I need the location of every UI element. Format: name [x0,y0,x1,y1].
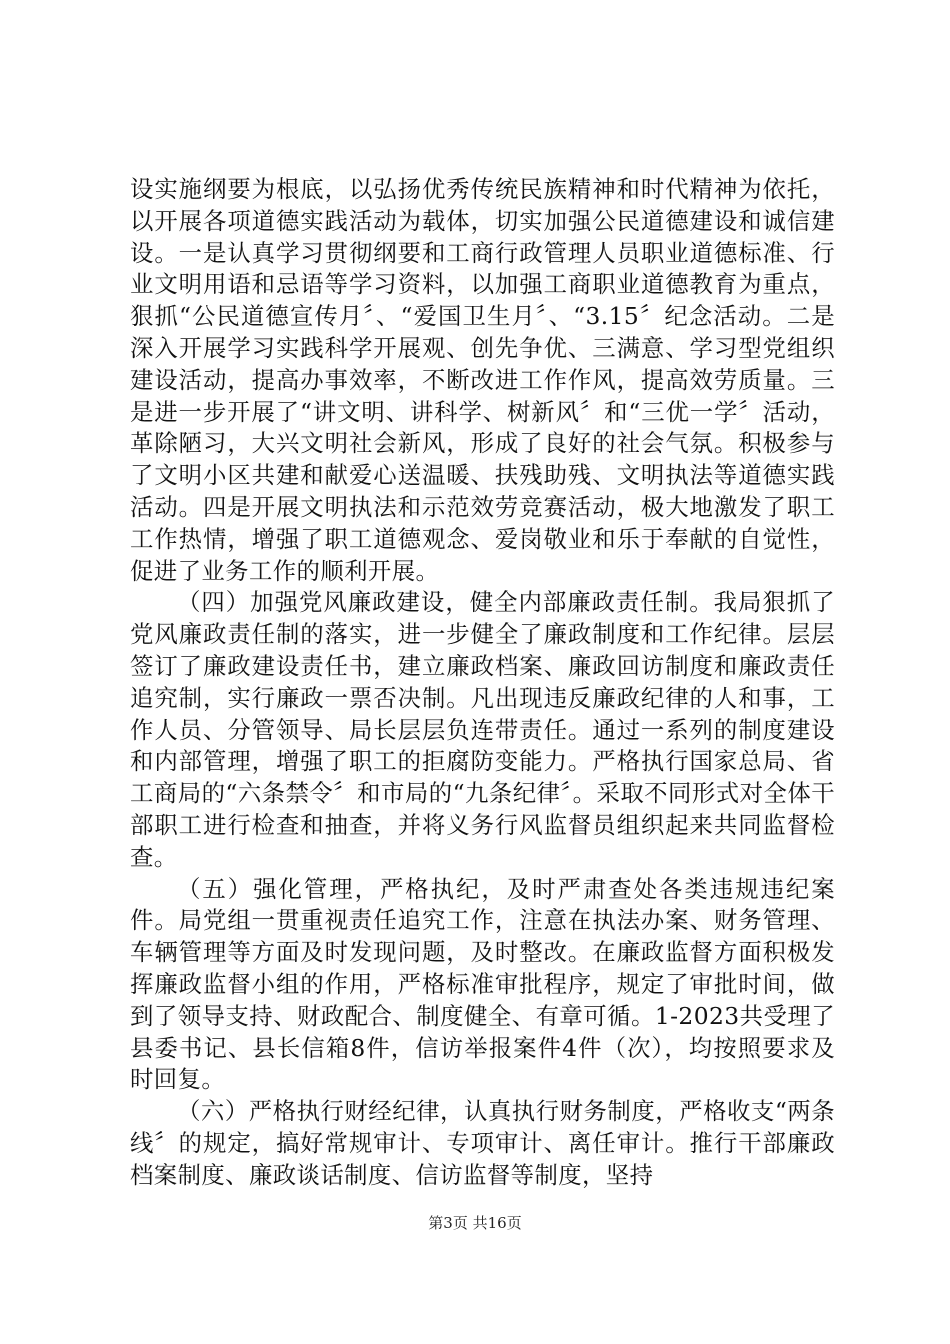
paragraph-section-6: （六）严格执行财经纪律，认真执行财务制度，严格收支“两条线〞的规定，搞好常规审计、专项审计、离任审计。推行干部廉政档案制度、廉政谈话制度、信访监督等制度，坚持 [130,1097,835,1189]
page-number-footer: 第3页 共16页 [428,1214,522,1232]
paragraph-continued: 设实施纲要为根底，以弘扬优秀传统民族精神和时代精神为依托，以开展各项道德实践活动为载体，切实加强公民道德建设和诚信建设。一是认真学习贯彻纲要和工商行政管理人员职业道德标准、行业文明用语和忌语等学习资料，以加强工商职业道德教育为重点，狠抓“公民道德宣传月〞、“爱国卫生月〞、“3.15〞纪念活动。二是深入开展学习实践科学开展观、创先争优、三满意、学习型党组织建设活动，提高办事效率，不断改进工作作风，提高效劳质量。三是进一步开展了“讲文明、讲科学、树新风〞和“三优一学〞活动，革除陋习，大兴文明社会新风，形成了良好的社会气氛。积极参与了文明小区共建和献爱心送温暖、扶残助残、文明执法等道德实践活动。四是开展文明执法和示范效劳竞赛活动，极大地激发了职工工作热情，增强了职工道德观念、爱岗敬业和乐于奉献的自觉性，促进了业务工作的顺利开展。 [130,175,835,585]
paragraph-section-4: （四）加强党风廉政建设，健全内部廉政责任制。我局狠抓了党风廉政责任制的落实，进一步健全了廉政制度和工作纪律。层层签订了廉政建设责任书，建立廉政档案、廉政回访制度和廉政责任追究制，实行廉政一票否决制。凡出现违反廉政纪律的人和事，工作人员、分管领导、局长层层负连带责任。通过一系列的制度建设和内部管理，增强了职工的拒腐防变能力。严格执行国家总局、省工商局的“六条禁令〞和市局的“九条纪律〞。采取不同形式对全体干部职工进行检查和抽查，并将义务行风监督员组织起来共同监督检查。 [130,588,835,871]
paragraph-section-5: （五）强化管理，严格执纪，及时严肃查处各类违规违纪案件。局党组一贯重视责任追究工作，注意在执法办案、财务管理、车辆管理等方面及时发现问题，及时整改。在廉政监督方面积极发挥廉政监督小组的作用，严格标准审批程序，规定了审批时间，做到了领导支持、财政配合、制度健全、有章可循。1-2023共受理了县委书记、县长信箱8件，信访举报案件4件（次），均按照要求及时回复。 [130,874,835,1094]
document-body [130,174,835,1192]
